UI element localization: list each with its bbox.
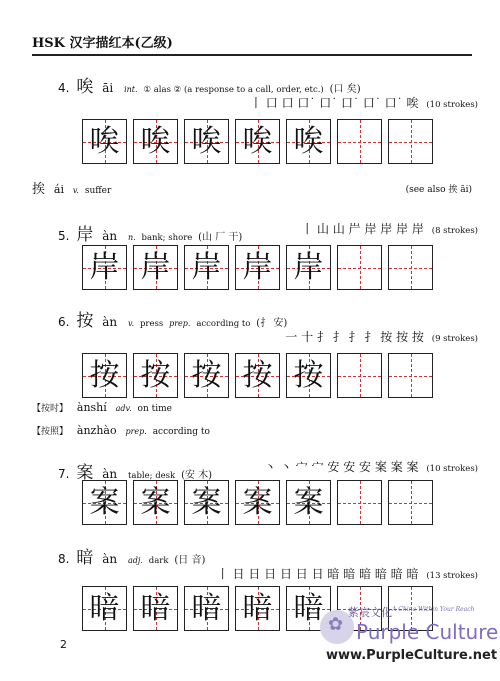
- trace-cell[interactable]: 案: [82, 480, 127, 525]
- see-also-note: (see also 挨 āi): [405, 185, 472, 195]
- blank-cell[interactable]: [388, 245, 433, 290]
- practice-grid: [82, 245, 439, 290]
- stroke-order: 丨 日 日 日 日 日 日 暗 暗 暗 暗 暗 暗 (13 strokes): [216, 567, 478, 581]
- compound-anshi: 【按时】 ànshí adv. on time: [32, 401, 172, 414]
- trace-cell[interactable]: 岸: [133, 245, 178, 290]
- entry-headline: 5. 岸 àn n. bank; shore (山 厂 干): [58, 225, 243, 245]
- blank-cell[interactable]: [388, 119, 433, 164]
- watermark-logo: [320, 604, 500, 674]
- trace-cell[interactable]: 暗: [235, 586, 280, 631]
- seal-mark-icon: ✿: [328, 614, 344, 635]
- trace-cell[interactable]: 案: [286, 480, 331, 525]
- trace-cell[interactable]: 唉: [184, 119, 229, 164]
- trace-cell[interactable]: 岸: [286, 245, 331, 290]
- trace-cell[interactable]: 暗: [184, 586, 229, 631]
- extra-word-ai2: 挨 ái v. suffer: [32, 182, 112, 197]
- page-number: 2: [60, 638, 67, 651]
- entry-headline: 6. 按 àn v. press prep. according to (扌 安): [58, 311, 288, 331]
- entry-pos: int.: [124, 85, 138, 94]
- practice-grid: [82, 353, 439, 398]
- trace-cell[interactable]: 唉: [235, 119, 280, 164]
- blank-cell[interactable]: [337, 245, 382, 290]
- watermark-tagline: A China Within Your Reach: [392, 606, 475, 613]
- stroke-order: [250, 94, 478, 111]
- trace-cell[interactable]: 案: [133, 480, 178, 525]
- stroke-sequence: 丨 口 口 口˙ 口˙ 口˙ 口˙ 口˙ 唉: [249, 96, 419, 110]
- entry-number: 4.: [58, 81, 70, 95]
- stroke-order: 丨 山 山 屵 岸 岸 岸 岸 (8 strokes): [301, 222, 478, 236]
- watermark-url[interactable]: www.PurpleCulture.net: [326, 648, 498, 663]
- stroke-order: 一 十 扌 扌 扌 扌 按 按 按 (9 strokes): [285, 330, 478, 344]
- entry-hanzi: 唉: [76, 77, 94, 97]
- trace-cell[interactable]: 暗: [82, 586, 127, 631]
- trace-cell[interactable]: 按: [133, 353, 178, 398]
- entry-components: (口 矣): [329, 84, 361, 95]
- entry-4: [58, 72, 478, 182]
- compound-anzhao: 【按照】 ànzhào prep. according to: [32, 424, 210, 437]
- entry-headline: 8. 暗 àn adj. dark (日 音): [58, 548, 206, 568]
- stroke-count: (10 strokes): [426, 100, 478, 110]
- entry-headline: 7. 案 àn table; desk (安 木): [58, 463, 213, 483]
- entry-definition: ① alas ② (a response to a call, order, etc.): [143, 85, 324, 95]
- trace-cell[interactable]: 案: [184, 480, 229, 525]
- practice-grid: [82, 480, 439, 525]
- trace-cell[interactable]: 暗: [286, 586, 331, 631]
- trace-cell[interactable]: 暗: [133, 586, 178, 631]
- trace-cell[interactable]: 按: [82, 353, 127, 398]
- practice-grid: [82, 119, 439, 164]
- blank-cell[interactable]: [388, 353, 433, 398]
- blank-cell[interactable]: [337, 119, 382, 164]
- book-title: HSK 汉字描红本(乙级): [32, 36, 173, 51]
- trace-cell[interactable]: 按: [286, 353, 331, 398]
- trace-cell[interactable]: 岸: [184, 245, 229, 290]
- trace-cell[interactable]: 按: [235, 353, 280, 398]
- entry-6: [58, 306, 478, 416]
- blank-cell[interactable]: [337, 480, 382, 525]
- trace-cell[interactable]: 案: [235, 480, 280, 525]
- trace-cell[interactable]: 唉: [133, 119, 178, 164]
- watermark-brand: Purple Culture: [356, 620, 499, 644]
- blank-cell[interactable]: [337, 353, 382, 398]
- trace-cell[interactable]: 按: [184, 353, 229, 398]
- blank-cell[interactable]: [388, 480, 433, 525]
- trace-cell[interactable]: 唉: [286, 119, 331, 164]
- trace-cell[interactable]: 唉: [82, 119, 127, 164]
- watermark-cn: 紫宸文化: [348, 606, 392, 619]
- trace-cell[interactable]: 岸: [82, 245, 127, 290]
- entry-pinyin: āi: [102, 81, 114, 95]
- stroke-order: 丶 丶 宀 宀 安 安 安 案 案 案 (10 strokes): [264, 460, 478, 474]
- page-header: [32, 34, 472, 56]
- trace-cell[interactable]: 岸: [235, 245, 280, 290]
